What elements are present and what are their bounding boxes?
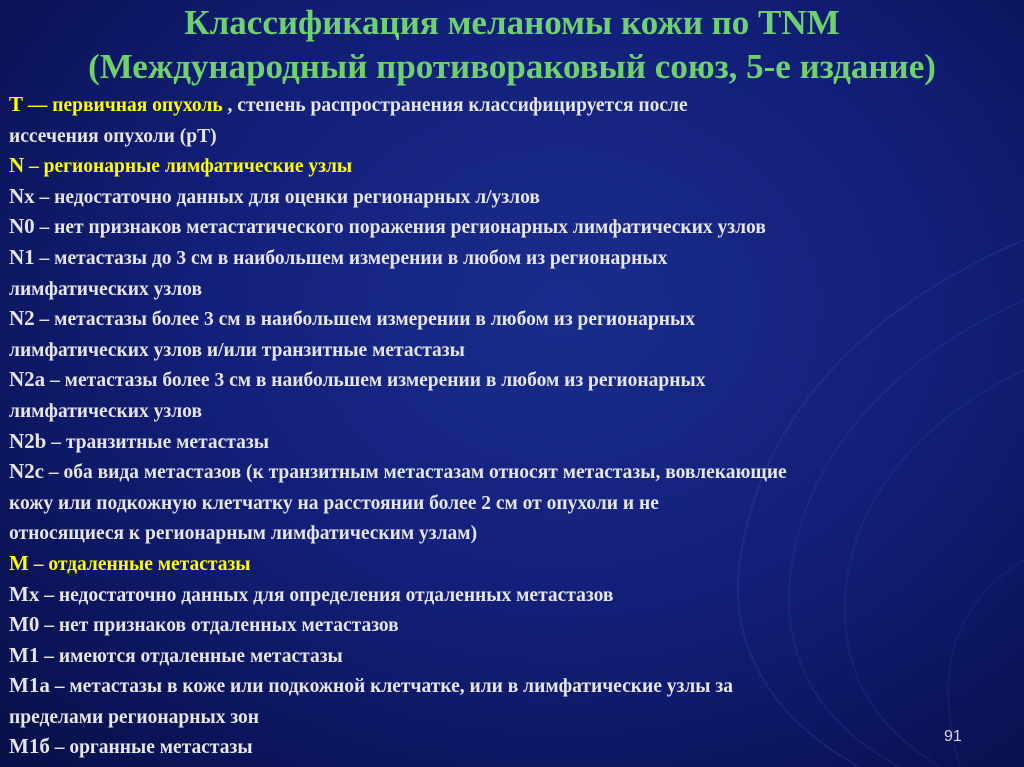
line-code: M1	[9, 642, 40, 667]
line-text: – метастазы более 3 см в наибольшем измерении в любом из регионарных	[34, 309, 695, 331]
line-code: M	[9, 550, 29, 575]
line-text: относящиеся к регионарным лимфатическим узлам)	[9, 523, 478, 545]
line-text: – нет признаков отдаленных метастазов	[39, 615, 399, 637]
line-code: M0	[9, 612, 40, 637]
text-line	[9, 487, 1019, 518]
text-line	[9, 670, 1019, 701]
line-text: лимфатических узлов и/или транзитные метастазы	[9, 339, 465, 361]
text-line	[9, 273, 1019, 304]
text-line	[9, 303, 1019, 334]
text-line	[9, 211, 1019, 242]
line-code: Nx	[9, 183, 35, 208]
line-highlight: – отдаленные метастазы	[28, 553, 251, 575]
page-number: 91	[944, 728, 962, 745]
line-text: – недостаточно данных для определения отдаленных метастазов	[39, 584, 614, 606]
text-line	[9, 150, 1019, 181]
line-code: N2b	[9, 428, 47, 453]
text-line	[9, 334, 1019, 365]
text-line	[9, 548, 1019, 579]
text-line	[9, 395, 1019, 426]
line-text: – метастазы в коже или подкожной клетчатке, или в лимфатические узлы за	[49, 676, 733, 698]
slide-title-line-1: Классификация меланомы кожи по TNM	[184, 3, 840, 42]
line-highlight: – регионарные лимфатические узлы	[24, 156, 353, 178]
line-code: Mx	[9, 581, 40, 606]
line-code: N	[9, 153, 25, 178]
line-text: – транзитные метастазы	[46, 431, 269, 453]
text-line	[9, 640, 1019, 671]
line-code: N2a	[9, 367, 46, 392]
line-text: – метастазы более 3 см в наибольшем измерении в любом из регионарных	[45, 370, 706, 392]
text-line	[9, 731, 1019, 762]
line-code: N2	[9, 306, 35, 331]
line-code: T	[9, 92, 24, 116]
line-text: – органные метастазы	[49, 737, 253, 759]
line-code: M1a	[9, 673, 50, 698]
text-line	[9, 242, 1019, 273]
line-text: , степень распространения классифицируется после	[227, 95, 688, 116]
text-line	[9, 181, 1019, 212]
slide-title-line-2: (Международный противораковый союз, 5-е издание)	[88, 47, 936, 86]
line-text: лимфатических узлов	[9, 400, 202, 422]
line-text: – недостаточно данных для оценки регионарных л/узлов	[34, 186, 540, 208]
text-line	[9, 89, 1019, 120]
line-code: M1б	[9, 734, 50, 759]
line-text: – нет признаков метастатического поражения регионарных лимфатических узлов	[34, 217, 766, 239]
line-text: – имеются отдаленные метастазы	[39, 645, 343, 667]
line-text: лимфатических узлов	[9, 278, 202, 300]
text-line	[9, 456, 1019, 487]
line-text: кожу или подкожную клетчатку на расстоянии более 2 см от опухоли и не	[9, 492, 659, 514]
line-highlight: — первичная опухоль	[23, 95, 228, 116]
text-line	[9, 120, 1019, 151]
line-code: N2c	[9, 459, 44, 484]
line-code: N1	[9, 244, 35, 269]
text-line	[9, 364, 1019, 395]
text-line	[9, 701, 1019, 732]
classification-text-block	[9, 89, 1019, 762]
text-line	[9, 517, 1019, 548]
line-text: пределами регионарных зон	[9, 706, 260, 728]
text-line	[9, 609, 1019, 640]
text-line	[9, 426, 1019, 457]
line-text: – метастазы до 3 см в наибольшем измерении в любом из регионарных	[34, 247, 668, 269]
line-code: N0	[9, 214, 35, 239]
line-text: иссечения опухоли (pT)	[9, 125, 217, 147]
text-line	[9, 579, 1019, 610]
line-text: – оба вида метастазов (к транзитным метастазам относят метастазы, вовлекающие	[44, 462, 787, 484]
